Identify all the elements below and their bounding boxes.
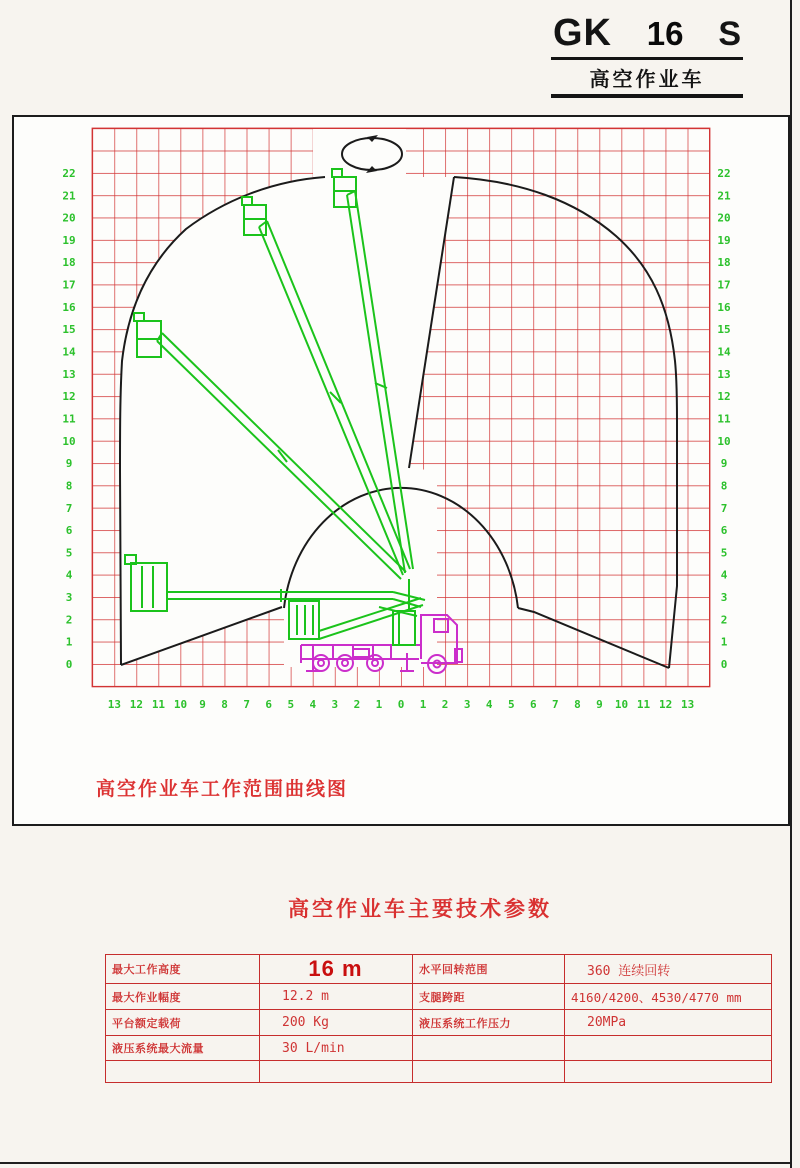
param-value	[260, 1061, 413, 1083]
y-axis-right-labels	[717, 167, 731, 671]
axis-tick-label: 4	[485, 698, 493, 711]
axis-tick-label: 0	[720, 658, 728, 671]
axis-tick-label: 2	[65, 613, 73, 627]
param-label	[106, 1061, 260, 1083]
chart-caption: 高空作业车工作范围曲线图	[96, 779, 349, 800]
axis-tick-label: 19	[717, 233, 731, 247]
params-title: 高空作业车主要技术参数	[288, 898, 552, 921]
axis-tick-label: 7	[720, 501, 728, 515]
brand-left-text: GK	[553, 12, 612, 54]
axis-tick-label: 1	[419, 698, 427, 711]
axis-tick-label: 2	[720, 613, 728, 627]
axis-tick-label: 20	[717, 211, 731, 225]
axis-tick-label: 22	[717, 166, 731, 180]
param-value: 30 L/min	[260, 1036, 413, 1061]
brand-block	[551, 12, 743, 98]
brand-model-line	[551, 12, 743, 60]
axis-tick-label: 6	[265, 698, 273, 711]
axis-tick-label: 15	[62, 323, 76, 337]
axis-tick-label: 2	[441, 698, 449, 711]
axis-tick-label: 4	[309, 698, 317, 711]
axis-tick-label: 3	[720, 591, 728, 605]
working-range-chart-frame	[12, 115, 790, 826]
table-row	[106, 1010, 772, 1036]
param-label: 平台额定载荷	[106, 1010, 260, 1036]
axis-tick-label: 11	[717, 412, 731, 426]
axis-tick-label: 6	[529, 698, 537, 711]
axis-tick-label: 12	[62, 390, 76, 404]
param-value	[565, 1061, 772, 1083]
axis-tick-label: 14	[62, 345, 76, 359]
param-value: 12.2 m	[260, 984, 413, 1010]
axis-tick-label: 11	[151, 698, 166, 711]
param-value: 200 Kg	[260, 1010, 413, 1036]
axis-tick-label: 1	[375, 698, 383, 711]
axis-tick-label: 13	[681, 698, 695, 711]
axis-tick-label: 13	[107, 698, 121, 711]
table-row	[106, 1061, 772, 1083]
axis-tick-label: 3	[65, 591, 73, 605]
axis-tick-label: 10	[62, 434, 76, 448]
axis-tick-label: 3	[331, 698, 339, 711]
axis-tick-label: 7	[552, 698, 559, 711]
param-label: 支腿跨距	[413, 984, 565, 1010]
axis-tick-label: 17	[717, 278, 731, 292]
axis-tick-label: 11	[636, 698, 651, 711]
brand-right-text: S	[718, 15, 741, 53]
axis-tick-label: 5	[287, 698, 295, 711]
axis-tick-label: 13	[717, 367, 731, 381]
axis-tick-label: 5	[720, 546, 728, 560]
axis-tick-label: 6	[720, 524, 728, 538]
axis-tick-label: 2	[353, 698, 361, 711]
param-label	[413, 1036, 565, 1061]
param-label: 最大工作高度	[106, 955, 260, 984]
axis-tick-label: 9	[720, 457, 728, 471]
axis-tick-label: 1	[720, 635, 728, 649]
x-axis-bottom-labels	[108, 698, 695, 711]
axis-tick-label: 0	[65, 658, 73, 671]
table-row	[106, 955, 772, 984]
axis-tick-label: 12	[658, 698, 673, 711]
axis-tick-label: 8	[65, 479, 73, 493]
axis-tick-label: 7	[65, 501, 73, 515]
axis-tick-label: 21	[717, 189, 731, 203]
axis-tick-label: 14	[717, 345, 731, 359]
axis-tick-label: 12	[129, 698, 144, 711]
param-label: 液压系统工作压力	[413, 1010, 565, 1036]
axis-tick-label: 20	[62, 211, 76, 225]
param-value: 4160/4200、4530/4770 mm	[565, 984, 772, 1010]
axis-tick-label: 10	[173, 698, 188, 711]
axis-tick-label: 0	[397, 698, 405, 711]
axis-tick-label: 13	[62, 367, 76, 381]
axis-tick-label: 8	[574, 698, 581, 711]
axis-tick-label: 22	[62, 166, 76, 180]
axis-tick-label: 6	[65, 524, 73, 538]
axis-tick-label: 9	[596, 698, 603, 711]
param-label	[413, 1061, 565, 1083]
table-row	[106, 984, 772, 1010]
model-number: 16	[646, 15, 684, 52]
axis-tick-label: 16	[717, 300, 731, 314]
axis-tick-label: 9	[65, 457, 73, 471]
axis-tick-label: 5	[507, 698, 515, 711]
param-value: 20MPa	[565, 1010, 772, 1036]
axis-tick-label: 12	[717, 390, 731, 404]
working-range-diagram	[14, 117, 788, 824]
axis-tick-label: 15	[717, 323, 731, 337]
axis-tick-label: 4	[720, 568, 728, 582]
param-label: 液压系统最大流量	[106, 1036, 260, 1061]
brand-subtitle: 高空作业车	[551, 60, 743, 98]
axis-tick-label: 8	[720, 479, 728, 493]
page-border-right	[790, 0, 792, 1168]
axis-tick-label: 21	[62, 189, 76, 203]
axis-tick-label: 18	[717, 256, 731, 270]
axis-tick-label: 5	[65, 546, 73, 560]
axis-tick-label: 16	[62, 300, 76, 314]
axis-tick-label: 10	[614, 698, 629, 711]
axis-tick-label: 7	[243, 698, 250, 711]
axis-tick-label: 8	[221, 698, 228, 711]
axis-tick-label: 4	[65, 568, 73, 582]
params-table	[105, 954, 772, 1083]
page-border-bottom	[0, 1162, 792, 1164]
param-label: 水平回转范围	[413, 955, 565, 984]
axis-tick-label: 19	[62, 233, 76, 247]
axis-tick-label: 10	[717, 434, 731, 448]
axis-tick-label: 17	[62, 278, 76, 292]
table-row	[106, 1036, 772, 1061]
axis-tick-label: 3	[463, 698, 471, 711]
axis-tick-label: 1	[65, 635, 73, 649]
param-value: 360 连续回转	[565, 955, 772, 984]
axis-tick-label: 11	[62, 412, 76, 426]
param-value	[565, 1036, 772, 1061]
y-axis-left-labels	[62, 167, 76, 671]
param-label: 最大作业幅度	[106, 984, 260, 1010]
axis-tick-label: 9	[199, 698, 206, 711]
param-value-max-height: 16 m	[260, 955, 413, 984]
axis-tick-label: 18	[62, 256, 76, 270]
